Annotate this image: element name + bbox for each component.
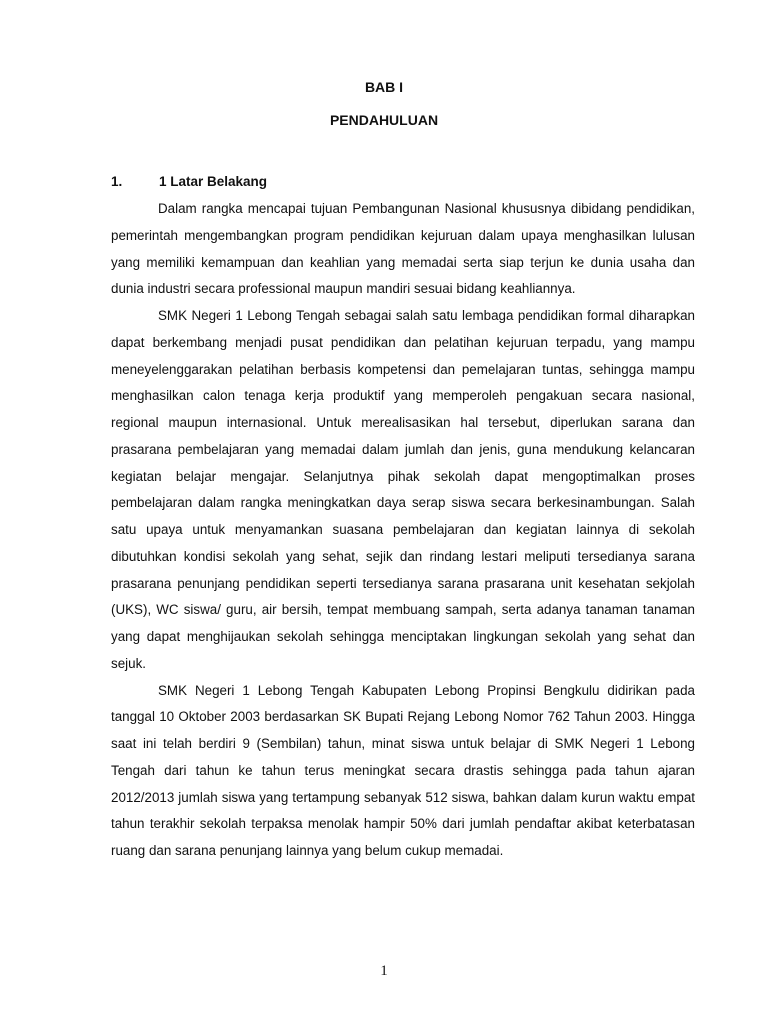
paragraph: SMK Negeri 1 Lebong Tengah Kabupaten Lebong Propinsi Bengkulu didirikan pada tanggal 10 Oktober 2003 berdasarkan SK Bupati Rejang Lebong Nomor 762 Tahun 2003. Hingga saat ini telah berdiri 9 (Sembilan) tahun, minat siswa untuk belajar di SMK Negeri 1 Lebong Tengah dari tahun ke tahun terus meningkat secara drastis sehingga pada tahun ajaran 2012/2013 jumlah siswa yang tertampung sebanyak 512 siswa, bahkan dalam kurun waktu empat tahun terakhir sekolah terpaksa menolak hampir 50% dari jumlah pendaftar akibat keterbatasan ruang dan sarana penunjang lainnya yang belum cukup memadai. [111,682,695,858]
paragraph: SMK Negeri 1 Lebong Tengah sebagai salah satu lembaga pendidikan formal diharapkan dapat berkembang menjadi pusat pendidikan dan pelatihan kejuruan terpadu, yang mampu meneyelenggarakan pelatihan berbasis kompetensi dan pemelajaran tuntas, sehingga mampu menghasilkan calon tenaga kerja produktif yang memperoleh pengakuan secara nasional, regional maupun internasional. Untuk merealisasikan hal tersebut, diperlukan sarana dan prasarana pembelajaran yang memadai dalam jumlah dan jenis, guna mendukung kelancaran kegiatan belajar mengajar. Selanjutnya pihak sekolah dapat mengoptimalkan proses pembelajaran dalam rangka meningkatkan daya serap siswa secara berkesinambungan. Salah satu upaya untuk menyamankan suasana pembelajaran dan kegiatan lainnya di sekolah dibutuhkan kondisi sekolah yang sehat, sejik dan rindang lestari meliputi tersedianya sarana prasarana penunjang pendidikan seperti tersedianya sarana prasarana unit kesehatan sekjolah (UKS), WC siswa/ guru, air bersih, tempat membuang sampah, serta adanya tanaman tanaman yang dapat menghijaukan sekolah sehingga menciptakan lingkungan sekolah yang sehat dan sejuk. [111,308,695,671]
section-number: 1. [111,174,123,189]
paragraph: Dalam rangka mencapai tujuan Pembangunan Nasional khususnya dibidang pendidikan, pemerintah mengembangkan program pendidikan kejuruan dalam upaya menghasilkan lulusan yang memiliki kemampuan dan keahlian yang memadai serta siap terjun ke dunia usaha dan dunia industri secara professional maupun mandiri sesuai bidang keahliannya. [111,201,695,297]
section-title: 1 Latar Belakang [159,174,268,189]
body-text [111,196,695,865]
section-heading [111,174,411,194]
page-number: 1 [380,963,388,979]
chapter-heading: BAB I [364,79,404,95]
chapter-title: PENDAHULUAN [329,112,439,128]
